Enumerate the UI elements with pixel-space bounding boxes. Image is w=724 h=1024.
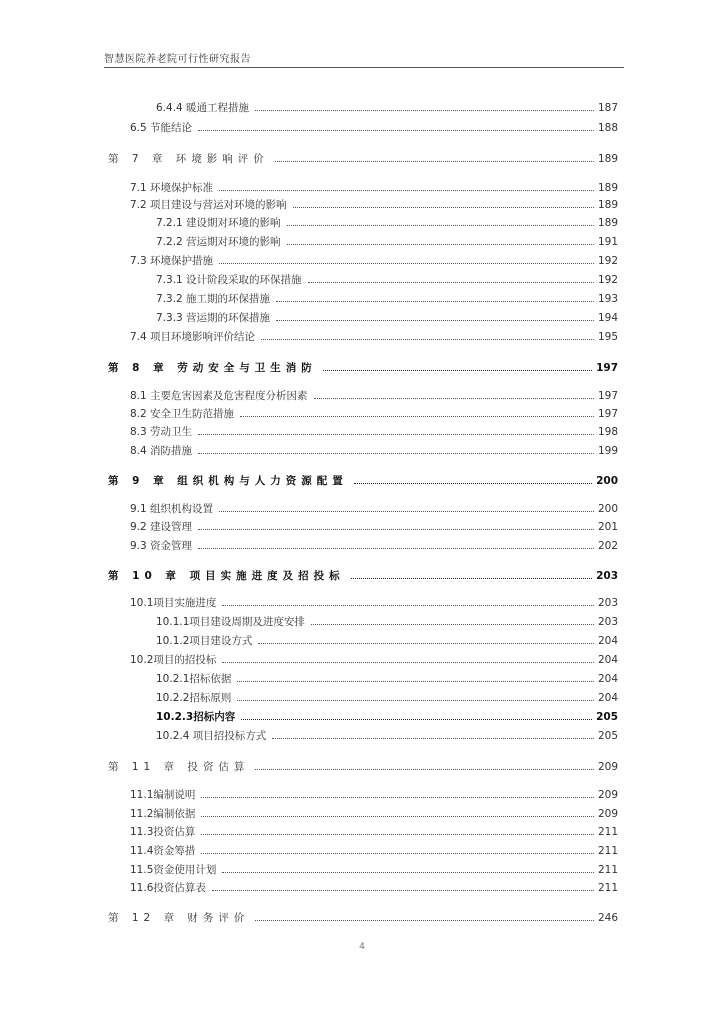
toc-entry-label: 7.2 项目建设与营运对环境的影响	[130, 199, 287, 211]
toc-entry[interactable]	[130, 500, 618, 516]
toc-entry[interactable]	[130, 651, 618, 667]
toc-entry-page-number: 246	[597, 912, 618, 924]
toc-entry-label: 6.4.4 暖通工程措施	[156, 102, 250, 114]
toc-entry[interactable]	[130, 423, 618, 439]
toc-dot-leader	[255, 769, 594, 770]
toc-dot-leader	[201, 816, 594, 817]
toc-entry-page-number: 189	[597, 199, 618, 211]
toc-dot-leader	[314, 398, 594, 399]
toc-entry-label: 8.2 安全卫生防范措施	[130, 408, 235, 420]
toc-entry-label: 7.3.1 设计阶段采取的环保措施	[156, 274, 302, 286]
toc-entry-label: 9.1 组织机构设置	[130, 503, 214, 515]
toc-entry-label: 10.1.1项目建设周期及进度安排	[156, 616, 305, 628]
toc-entry[interactable]	[156, 290, 618, 306]
toc-dot-leader	[222, 662, 594, 663]
toc-dot-leader	[198, 434, 594, 435]
toc-chapter-entry[interactable]	[108, 567, 618, 583]
toc-entry[interactable]	[156, 214, 618, 230]
toc-entry-page-number: 209	[597, 789, 618, 801]
toc-dot-leader	[219, 263, 594, 264]
toc-chapter-entry[interactable]	[108, 909, 618, 925]
toc-entry-label: 11.2编制依据	[130, 808, 196, 820]
toc-entry[interactable]	[156, 99, 618, 115]
toc-dot-leader	[276, 301, 594, 302]
toc-entry[interactable]	[156, 233, 618, 249]
toc-entry-label: 10.2.3招标内容	[156, 711, 236, 723]
toc-entry[interactable]	[130, 179, 618, 195]
toc-entry[interactable]	[130, 786, 618, 802]
toc-entry[interactable]	[130, 405, 618, 421]
toc-entry-page-number: 204	[597, 692, 618, 704]
toc-entry-label: 11.6投资估算表	[130, 882, 206, 894]
toc-chapter-entry[interactable]	[108, 758, 618, 774]
toc-dot-leader	[255, 110, 594, 111]
toc-entry-page-number: 204	[597, 673, 618, 685]
toc-entry-label: 10.1项目实施进度	[130, 597, 217, 609]
toc-entry-label: 11.5资金使用计划	[130, 864, 217, 876]
toc-dot-leader	[219, 511, 594, 512]
toc-entry[interactable]	[130, 119, 618, 135]
toc-dot-leader	[293, 207, 594, 208]
toc-entry-page-number: 211	[597, 864, 618, 876]
toc-entry-page-number: 197	[597, 390, 618, 402]
toc-dot-leader	[222, 872, 594, 873]
toc-dot-leader	[198, 453, 594, 454]
toc-dot-leader	[241, 719, 592, 720]
toc-dot-leader	[198, 529, 594, 530]
toc-entry-label: 10.1.2项目建设方式	[156, 635, 253, 647]
toc-entry-page-number: 197	[597, 408, 618, 420]
toc-chapter-entry[interactable]	[108, 150, 618, 166]
toc-entry-label: 7.3.2 施工期的环保措施	[156, 293, 271, 305]
document-header: 智慧医院养老院可行性研究报告	[104, 54, 251, 65]
toc-entry[interactable]	[130, 805, 618, 821]
toc-entry[interactable]	[156, 727, 618, 743]
toc-dot-leader	[276, 320, 594, 321]
toc-dot-leader	[240, 416, 594, 417]
toc-entry-label: 7.3.3 营运期的环保措施	[156, 312, 271, 324]
toc-entry[interactable]	[156, 309, 618, 325]
toc-entry-page-number: 191	[597, 236, 618, 248]
toc-entry[interactable]	[130, 537, 618, 553]
toc-entry[interactable]	[156, 613, 618, 629]
toc-entry-label: 9.2 建设管理	[130, 521, 193, 533]
toc-entry[interactable]	[130, 387, 618, 403]
toc-dot-leader	[311, 624, 594, 625]
toc-entry-page-number: 192	[597, 255, 618, 267]
toc-entry[interactable]	[130, 861, 618, 877]
toc-dot-leader	[308, 282, 594, 283]
toc-entry-label: 9.3 资金管理	[130, 540, 193, 552]
toc-entry-page-number: 209	[597, 761, 618, 773]
toc-dot-leader	[201, 853, 594, 854]
toc-entry[interactable]	[130, 879, 618, 895]
toc-entry[interactable]	[130, 594, 618, 610]
toc-entry-label: 第 7 章 环境影响评价	[108, 153, 269, 165]
toc-entry-label: 7.2.2 营运期对环境的影响	[156, 236, 281, 248]
toc-entry-page-number: 198	[597, 426, 618, 438]
toc-entry-page-number: 187	[597, 102, 618, 114]
toc-entry-page-number: 204	[597, 654, 618, 666]
toc-entry-label: 第 11 章 投资估算	[108, 761, 250, 773]
toc-dot-leader	[275, 161, 594, 162]
toc-entry-label: 11.3投资估算	[130, 826, 196, 838]
toc-entry[interactable]	[130, 842, 618, 858]
toc-entry-label: 第 12 章 财务评价	[108, 912, 250, 924]
toc-dot-leader	[287, 244, 594, 245]
toc-dot-leader	[198, 548, 594, 549]
toc-entry[interactable]	[156, 632, 618, 648]
toc-entry[interactable]	[156, 708, 618, 724]
toc-entry-page-number: 205	[597, 730, 618, 742]
toc-dot-leader	[222, 605, 594, 606]
toc-entry-page-number: 199	[597, 445, 618, 457]
header-divider	[104, 67, 624, 68]
toc-dot-leader	[237, 700, 594, 701]
toc-dot-leader	[201, 797, 594, 798]
toc-entry-page-number: 200	[596, 475, 618, 487]
toc-entry-label: 7.3 环境保护措施	[130, 255, 214, 267]
toc-entry[interactable]	[156, 670, 618, 686]
toc-dot-leader	[255, 920, 594, 921]
toc-entry-label: 第 9 章 组织机构与人力资源配置	[108, 475, 348, 487]
toc-entry-page-number: 201	[597, 521, 618, 533]
toc-entry-page-number: 203	[597, 616, 618, 628]
toc-entry-label: 10.2.2招标原则	[156, 692, 232, 704]
toc-entry-label: 6.5 节能结论	[130, 122, 193, 134]
toc-entry-label: 11.1编制说明	[130, 789, 196, 801]
toc-chapter-entry[interactable]	[108, 472, 618, 488]
toc-dot-leader	[351, 578, 593, 579]
toc-entry[interactable]	[130, 328, 618, 344]
toc-entry-page-number: 202	[597, 540, 618, 552]
toc-entry-page-number: 205	[596, 711, 618, 723]
toc-dot-leader	[323, 370, 592, 371]
toc-entry-label: 7.2.1 建设期对环境的影响	[156, 217, 281, 229]
toc-entry-page-number: 188	[597, 122, 618, 134]
toc-entry-label: 8.4 消防措施	[130, 445, 193, 457]
toc-chapter-entry[interactable]	[108, 359, 618, 375]
toc-entry-label: 10.2项目的招投标	[130, 654, 217, 666]
toc-entry-page-number: 195	[597, 331, 618, 343]
toc-entry[interactable]	[130, 823, 618, 839]
toc-dot-leader	[219, 190, 594, 191]
toc-entry-label: 10.2.4 项目招投标方式	[156, 730, 267, 742]
toc-entry-label: 第 10 章 项目实施进度及招投标	[108, 570, 345, 582]
toc-entry-page-number: 211	[597, 845, 618, 857]
toc-entry-page-number: 194	[597, 312, 618, 324]
toc-entry-page-number: 203	[596, 570, 618, 582]
toc-entry-page-number: 192	[597, 274, 618, 286]
toc-entry-page-number: 203	[597, 597, 618, 609]
toc-dot-leader	[237, 681, 594, 682]
toc-entry[interactable]	[130, 518, 618, 534]
toc-entry[interactable]	[130, 442, 618, 458]
toc-dot-leader	[212, 890, 594, 891]
toc-dot-leader	[354, 483, 592, 484]
toc-dot-leader	[272, 738, 594, 739]
toc-entry-label: 第 8 章 劳动安全与卫生消防	[108, 362, 317, 374]
toc-entry-page-number: 200	[597, 503, 618, 515]
toc-entry-label: 8.3 劳动卫生	[130, 426, 193, 438]
toc-entry-page-number: 197	[596, 362, 618, 374]
toc-entry-label: 8.1 主要危害因素及危害程度分析因素	[130, 390, 308, 402]
toc-entry-page-number: 189	[597, 182, 618, 194]
toc-entry-label: 10.2.1招标依据	[156, 673, 232, 685]
toc-dot-leader	[258, 643, 594, 644]
toc-dot-leader	[287, 225, 594, 226]
toc-entry-label: 11.4资金筹措	[130, 845, 196, 857]
toc-entry[interactable]	[130, 196, 618, 212]
toc-entry-label: 7.4 项目环境影响评价结论	[130, 331, 256, 343]
toc-entry[interactable]	[130, 252, 618, 268]
toc-entry-page-number: 193	[597, 293, 618, 305]
toc-entry[interactable]	[156, 271, 618, 287]
toc-dot-leader	[198, 130, 594, 131]
toc-entry-label: 7.1 环境保护标准	[130, 182, 214, 194]
toc-entry-page-number: 211	[597, 882, 618, 894]
toc-entry-page-number: 211	[597, 826, 618, 838]
toc-entry-page-number: 204	[597, 635, 618, 647]
toc-entry[interactable]	[156, 689, 618, 705]
toc-entry-page-number: 189	[597, 217, 618, 229]
toc-entry-page-number: 209	[597, 808, 618, 820]
page-number: 4	[359, 942, 365, 952]
toc-dot-leader	[201, 834, 594, 835]
toc-entry-page-number: 189	[597, 153, 618, 165]
toc-dot-leader	[261, 339, 594, 340]
